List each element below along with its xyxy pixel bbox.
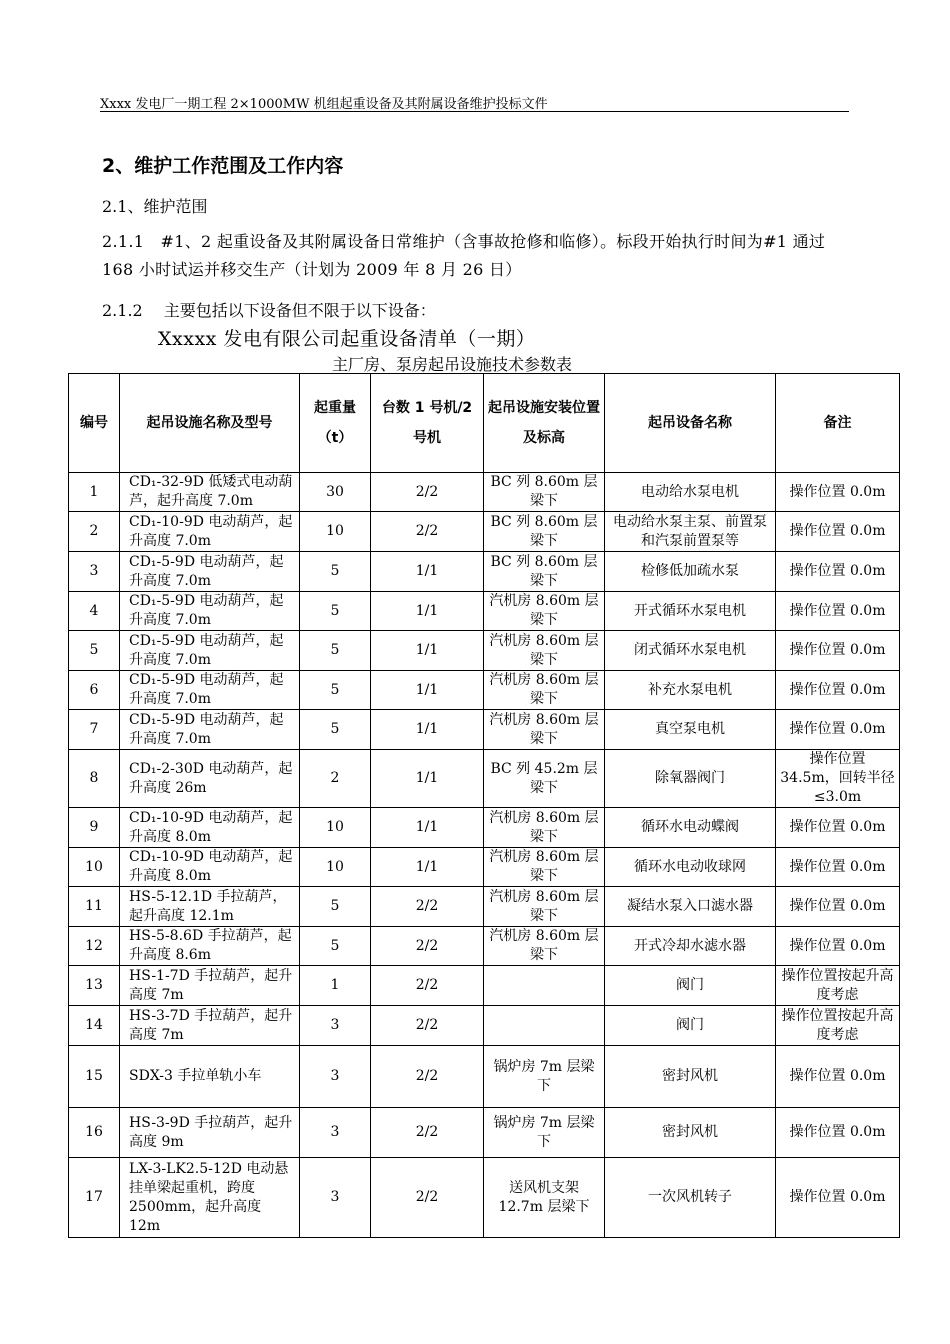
cell-no: 14 [69,1006,120,1046]
cell-name: HS-3-9D 手拉葫芦，起升高度 9m [120,1108,300,1158]
table-row [69,631,900,671]
table-row [69,1046,900,1108]
cell-units: 1/1 [371,808,484,848]
cell-name: HS-1-7D 手拉葫芦，起升高度 7m [120,966,300,1006]
table-row [69,848,900,887]
cell-no: 1 [69,473,120,512]
cell-units: 2/2 [371,473,484,512]
cell-no: 12 [69,927,120,966]
cell-location: BC 列 8.60m 层梁下 [484,473,605,512]
cell-remark: 操作位置 0.0m [776,671,900,710]
cell-no: 17 [69,1158,120,1238]
cell-capacity: 5 [300,631,371,671]
table-row [69,1158,900,1238]
header-capacity: 起重量（t） [300,374,371,473]
cell-equipment: 电动给水泵主泵、前置泵和汽泵前置泵等 [605,512,776,552]
cell-remark: 操作位置 0.0m [776,552,900,592]
cell-remark: 操作位置 0.0m [776,710,900,750]
cell-equipment: 密封风机 [605,1046,776,1108]
table-row [69,512,900,552]
header-location: 起吊设施安装位置及标高 [484,374,605,473]
cell-equipment: 一次风机转子 [605,1158,776,1238]
cell-equipment: 闭式循环水泵电机 [605,631,776,671]
table-row [69,1006,900,1046]
cell-location: 汽机房 8.60m 层梁下 [484,592,605,631]
cell-remark: 操作位置 0.0m [776,1108,900,1158]
cell-capacity: 5 [300,592,371,631]
cell-capacity: 10 [300,848,371,887]
table-row [69,750,900,808]
cell-remark: 操作位置 0.0m [776,808,900,848]
table-title: Xxxxx 发电有限公司起重设备清单（一期） [158,328,536,350]
cell-equipment: 阀门 [605,1006,776,1046]
cell-no: 15 [69,1046,120,1108]
section-title: 2、维护工作范围及工作内容 [102,155,344,177]
cell-name: CD₁-5-9D 电动葫芦，起升高度 7.0m [120,552,300,592]
cell-remark: 操作位置 0.0m [776,848,900,887]
cell-remark: 操作位置 0.0m [776,1046,900,1108]
cell-no: 13 [69,966,120,1006]
cell-remark: 操作位置 0.0m [776,512,900,552]
header-divider [100,111,849,112]
cell-capacity: 5 [300,887,371,927]
cell-location: 汽机房 8.60m 层梁下 [484,887,605,927]
cell-remark: 操作位置 0.0m [776,1158,900,1238]
cell-units: 2/2 [371,966,484,1006]
cell-location: 汽机房 8.60m 层梁下 [484,631,605,671]
cell-remark: 操作位置 34.5m，回转半径≤3.0m [776,750,900,808]
cell-equipment: 检修低加疏水泵 [605,552,776,592]
cell-capacity: 3 [300,1046,371,1108]
cell-units: 1/1 [371,631,484,671]
cell-no: 2 [69,512,120,552]
cell-equipment: 开式冷却水滤水器 [605,927,776,966]
crane-equipment-table [68,373,900,1238]
cell-location: 汽机房 8.60m 层梁下 [484,671,605,710]
cell-units: 2/2 [371,1006,484,1046]
cell-no: 6 [69,671,120,710]
cell-equipment: 除氧器阀门 [605,750,776,808]
cell-units: 1/1 [371,671,484,710]
subsection-2-1-2: 2.1.2 主要包括以下设备但不限于以下设备： [102,301,436,320]
table-subtitle: 主厂房、泵房起吊设施技术参数表 [332,355,573,374]
cell-capacity: 3 [300,1108,371,1158]
cell-name: CD₁-5-9D 电动葫芦，起升高度 7.0m [120,592,300,631]
cell-units: 2/2 [371,927,484,966]
cell-equipment: 循环水电动蝶阀 [605,808,776,848]
cell-no: 7 [69,710,120,750]
cell-name: HS-5-12.1D 手拉葫芦，起升高度 12.1m [120,887,300,927]
subsection-2-1: 2.1、维护范围 [102,197,208,216]
cell-equipment: 凝结水泵入口滤水器 [605,887,776,927]
table-row [69,887,900,927]
cell-units: 2/2 [371,1158,484,1238]
cell-equipment: 补充水泵电机 [605,671,776,710]
header-units: 台数 1 号机/2 号机 [371,374,484,473]
cell-capacity: 1 [300,966,371,1006]
cell-location [484,1006,605,1046]
table-row [69,710,900,750]
table-body [69,473,900,1238]
cell-equipment: 开式循环水泵电机 [605,592,776,631]
cell-name: CD₁-5-9D 电动葫芦，起升高度 7.0m [120,710,300,750]
cell-units: 1/1 [371,848,484,887]
cell-location: 汽机房 8.60m 层梁下 [484,808,605,848]
cell-location: 汽机房 8.60m 层梁下 [484,848,605,887]
header-equipment: 起吊设备名称 [605,374,776,473]
document-header: Xxxx 发电厂一期工程 2×1000MW 机组起重设备及其附属设备维护投标文件 [100,97,548,112]
cell-equipment: 电动给水泵电机 [605,473,776,512]
table-row [69,552,900,592]
cell-name: HS-5-8.6D 手拉葫芦，起升高度 8.6m [120,927,300,966]
cell-no: 3 [69,552,120,592]
cell-name: CD₁-32-9D 低矮式电动葫芦，起升高度 7.0m [120,473,300,512]
cell-name: CD₁-10-9D 电动葫芦，起升高度 8.0m [120,848,300,887]
cell-name: CD₁-5-9D 电动葫芦，起升高度 7.0m [120,631,300,671]
cell-equipment: 循环水电动收球网 [605,848,776,887]
cell-location: BC 列 8.60m 层梁下 [484,512,605,552]
cell-capacity: 10 [300,512,371,552]
cell-equipment: 密封风机 [605,1108,776,1158]
cell-equipment: 阀门 [605,966,776,1006]
cell-remark: 操作位置按起升高度考虑 [776,1006,900,1046]
cell-remark: 操作位置 0.0m [776,473,900,512]
cell-units: 1/1 [371,750,484,808]
cell-capacity: 5 [300,552,371,592]
cell-location: 汽机房 8.60m 层梁下 [484,710,605,750]
table-row [69,671,900,710]
cell-capacity: 2 [300,750,371,808]
cell-capacity: 5 [300,710,371,750]
cell-capacity: 30 [300,473,371,512]
cell-capacity: 3 [300,1158,371,1238]
cell-name: CD₁-10-9D 电动葫芦，起升高度 7.0m [120,512,300,552]
table-row [69,473,900,512]
cell-units: 2/2 [371,1046,484,1108]
cell-capacity: 5 [300,671,371,710]
cell-name: SDX-3 手拉单轨小车 [120,1046,300,1108]
cell-remark: 操作位置 0.0m [776,592,900,631]
cell-no: 8 [69,750,120,808]
cell-name: HS-3-7D 手拉葫芦，起升高度 7m [120,1006,300,1046]
table-row [69,1108,900,1158]
header-remark: 备注 [776,374,900,473]
cell-name: CD₁-5-9D 电动葫芦，起升高度 7.0m [120,671,300,710]
table-row [69,966,900,1006]
cell-capacity: 5 [300,927,371,966]
cell-no: 16 [69,1108,120,1158]
header-name: 起吊设施名称及型号 [120,374,300,473]
cell-location [484,966,605,1006]
table-row [69,808,900,848]
cell-name: CD₁-2-30D 电动葫芦，起升高度 26m [120,750,300,808]
cell-location: 汽机房 8.60m 层梁下 [484,927,605,966]
cell-units: 2/2 [371,1108,484,1158]
cell-remark: 操作位置 0.0m [776,927,900,966]
cell-no: 5 [69,631,120,671]
cell-no: 10 [69,848,120,887]
cell-no: 11 [69,887,120,927]
table-row [69,927,900,966]
cell-remark: 操作位置 0.0m [776,887,900,927]
table-row [69,592,900,631]
cell-units: 2/2 [371,512,484,552]
cell-units: 1/1 [371,710,484,750]
cell-capacity: 3 [300,1006,371,1046]
cell-name: LX-3-LK2.5-12D 电动悬挂单梁起重机，跨度 2500mm，起升高度 12m [120,1158,300,1238]
cell-location: 送风机支架 12.7m 层梁下 [484,1158,605,1238]
cell-location: BC 列 45.2m 层梁下 [484,750,605,808]
cell-no: 9 [69,808,120,848]
cell-location: BC 列 8.60m 层梁下 [484,552,605,592]
subsection-2-1-1: 2.1.1 #1、2 起重设备及其附属设备日常维护（含事故抢修和临修）。标段开始执行时间为#1 通过 168 小时试运并移交生产（计划为 2009 年 8 月 26 日） [102,232,826,279]
cell-units: 1/1 [371,552,484,592]
cell-no: 4 [69,592,120,631]
cell-name: CD₁-10-9D 电动葫芦，起升高度 8.0m [120,808,300,848]
cell-equipment: 真空泵电机 [605,710,776,750]
cell-remark: 操作位置 0.0m [776,631,900,671]
cell-location: 锅炉房 7m 层梁下 [484,1046,605,1108]
cell-units: 1/1 [371,592,484,631]
cell-remark: 操作位置按起升高度考虑 [776,966,900,1006]
cell-location: 锅炉房 7m 层梁下 [484,1108,605,1158]
header-no: 编号 [69,374,120,473]
cell-capacity: 10 [300,808,371,848]
table-header-row [69,374,900,473]
cell-units: 2/2 [371,887,484,927]
